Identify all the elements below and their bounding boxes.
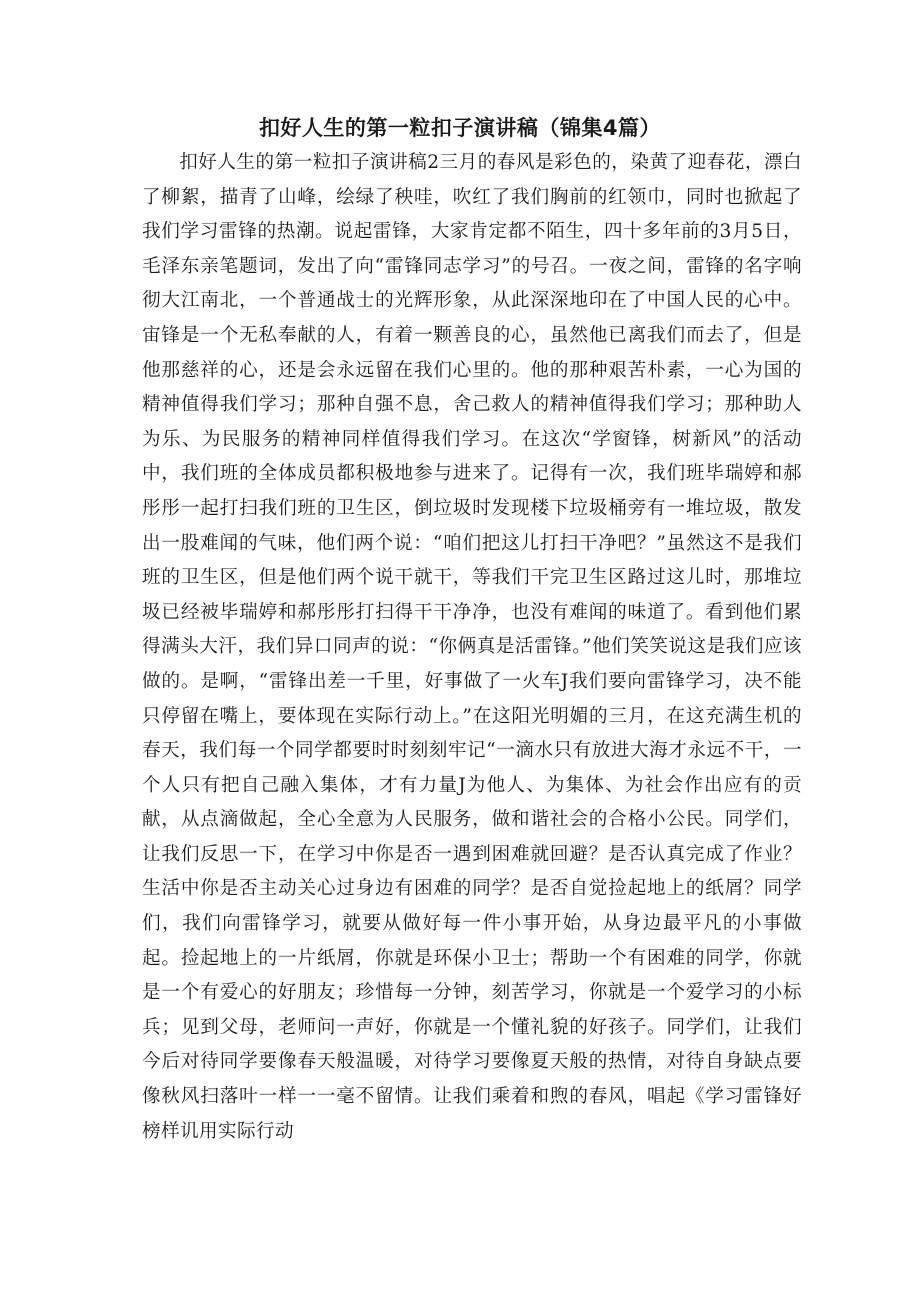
- document-title: 扣好人生的第一粒扣子演讲稿（锦集4篇）: [258, 116, 662, 140]
- document-body-paragraph: 扣好人生的第一粒扣子演讲稿2三月的春风是彩色的，染黄了迎春花，漂白了柳絮，描青了山峰，绘绿了秧哇，吹红了我们胸前的红领巾，同时也掀起了我们学习雷锋的热潮。说起雷锋，大家肯定都不陌生，四十多年前的3月5日，毛泽东亲笔题词，发出了向“雷锋同志学习”的号召。一夜之间，雷锋的名字响彻大江南北，一个普通战士的光辉形象，从此深深地印在了中国人民的心中。宙锋是一个无私奉献的人，有着一颗善良的心，虽然他已离我们而去了，但是他那慈祥的心，还是会永远留在我们心里的。他的那种艰苦朴素，一心为国的精神值得我们学习；那种自强不息，舍己救人的精神值得我们学习；那种助人为乐、为民服务的精神同样值得我们学习。在这次“学窗锋，树新风”的活动中，我们班的全体成员都积极地参与进来了。记得有一次，我们班毕瑞婷和郝彤彤一起打扫我们班的卫生区，倒垃圾时发现楼下垃圾桶旁有一堆垃圾，散发出一股难闻的气味，他们两个说：“咱们把这儿打扫干净吧？”虽然这不是我们班的卫生区，但是他们两个说干就干，等我们干完卫生区路过这儿时，那堆垃圾已经被毕瑞婷和郝彤彤打扫得干干净净，也没有难闻的味道了。看到他们累得满头大汗，我们异口同声的说：“你俩真是活雷锋。”他们笑笑说这是我们应该做的。是啊，“雷锋出差一千里，好事做了一火车J我们要向雷锋学习，决不能只停留在嘴上，要体现在实际行动上。”在这阳光明媚的三月，在这充满生机的春天，我们每一个同学都要时时刻刻牢记“一滴水只有放进大海才永远不干，一个人只有把自己融入集体，才有力量J为他人、为集体、为社会作出应有的贡献，从点滴做起，全心全意为人民服务，做和谐社会的合格小公民。同学们，让我们反思一下，在学习中你是否一遇到困难就回避？是否认真完成了作业？生活中你是否主动关心过身边有困难的同学？是否自觉捡起地上的纸屑？同学们，我们向雷锋学习，就要从做好每一件小事开始，从身边最平凡的小事做起。捡起地上的一片纸屑，你就是环保小卫士；帮助一个有困难的同学，你就是一个有爱心的好朋友；珍惜每一分钟，刻苦学习，你就是一个爱学习的小标兵；见到父母，老师问一声好，你就是一个懂礼貌的好孩子。同学们，让我们今后对待同学要像春天般温暖，对待学习要像夏天般的热情，对待自身缺点要像秋风扫落叶一样一一毫不留情。让我们乘着和煦的春风，唱起《学习雷锋好榜样讥用实际行动: [142, 152, 802, 1142]
